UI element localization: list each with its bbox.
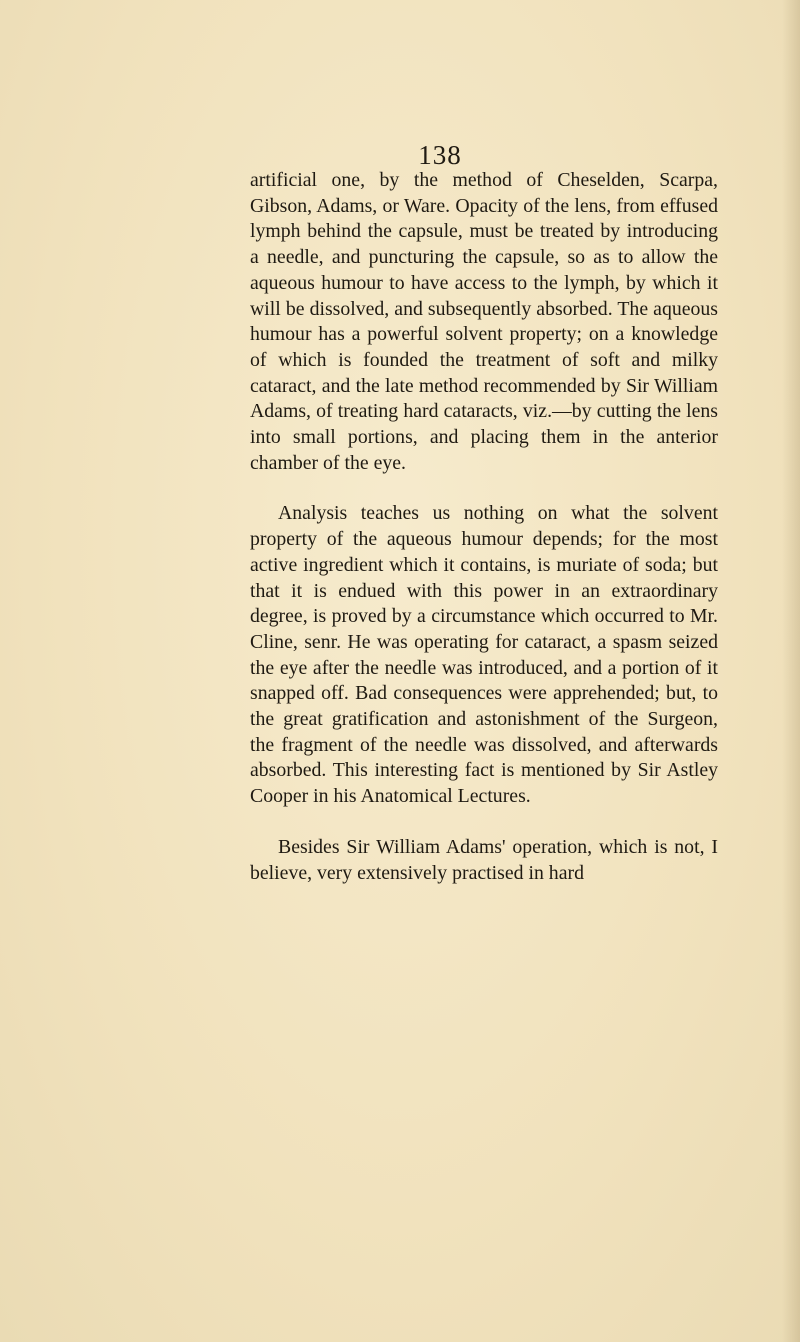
page-number: 138 <box>418 140 462 170</box>
paragraph-1: artificial one, by the method of Cheselden, Scarpa, Gibson, Adams, or Ware. Opacity of the lens, from effused lymph behind the capsule, must be treated by introducing a needle, and puncturing the capsule, so as to allow the aqueous humour to have access to the lymph, by which it will be dissolved, and subsequently absorbed. The aqueous humour has a powerful solvent property; on a knowledge of which is founded the treatment of soft and milky cataract, and the late method recommended by Sir William Adams, of treating hard cataracts, viz.—by cutting the lens into small portions, and placing them in the anterior chamber of the eye. <box>250 169 718 474</box>
page-edge-shadow <box>782 0 800 1342</box>
paragraph-3: Besides Sir William Adams' operation, which is not, I believe, very extensively practised in hard <box>250 835 718 884</box>
paragraph-2: Analysis teaches us nothing on what the solvent property of the aqueous humour depends; for the most active ingredient which it contains, is muriate of soda; but that it is endued with this power in an extraordinary degree, is proved by a circumstance which occurred to Mr. Cline, senr. He was operating for cataract, a spasm seized the eye after the needle was introduced, and a portion of it snapped off. Bad consequences were apprehended; but, to the great gratification and astonishment of the Surgeon, the fragment of the needle was dissolved, and afterwards absorbed. This interesting fact is mentioned by Sir Astley Cooper in his Anatomical Lectures. <box>250 502 718 808</box>
page-body <box>250 168 718 886</box>
